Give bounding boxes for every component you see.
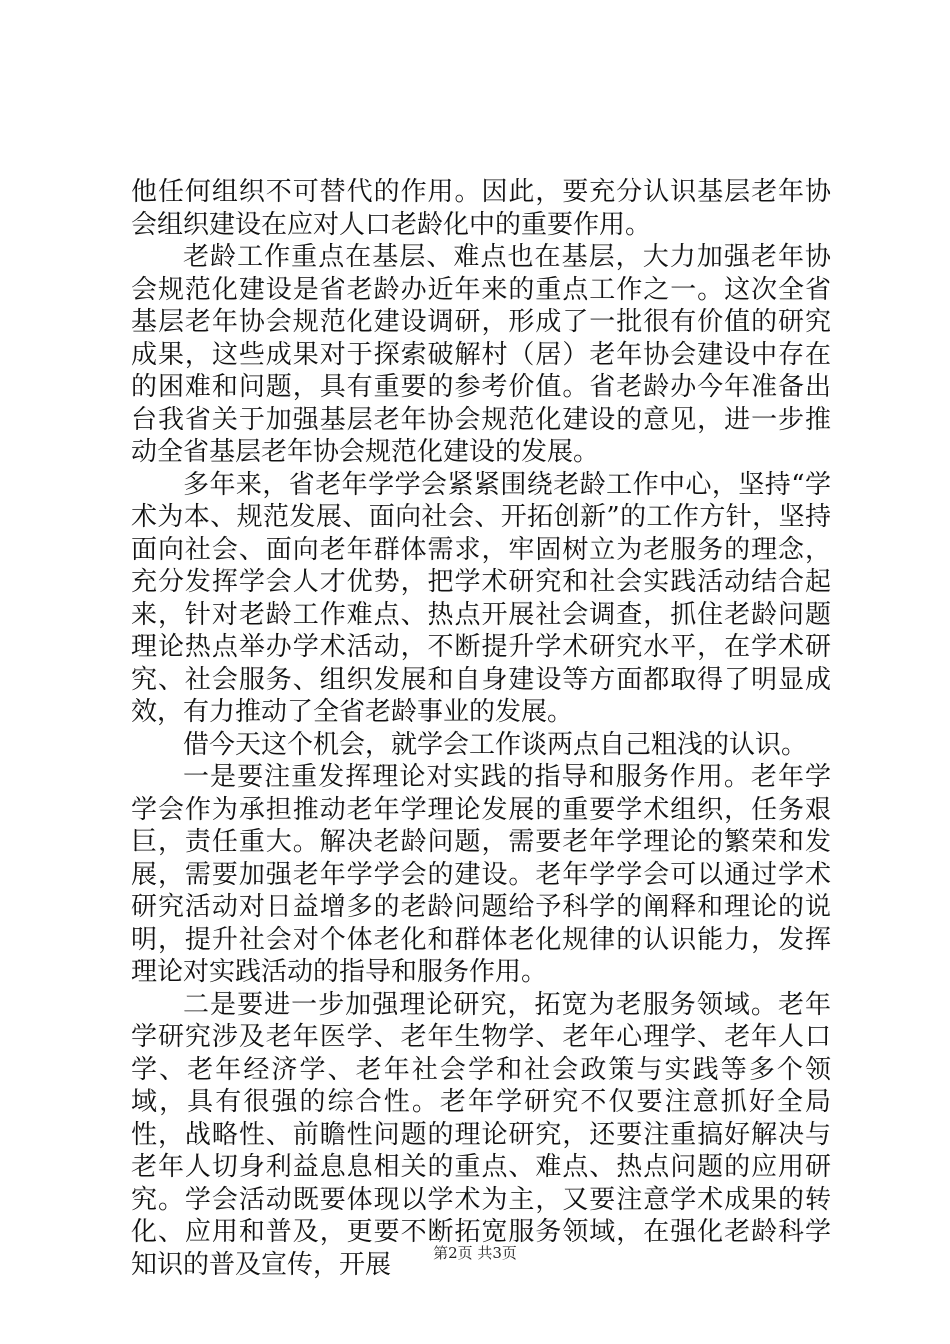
paragraph-1: 他任何组织不可替代的作用。因此，要充分认识基层老年协会组织建设在应对人口老龄化中的重要作用。 (131, 177, 831, 240)
document-body (131, 176, 831, 1281)
paragraph-6: 二是要进一步加强理论研究，拓宽为老服务领域。老年学研究涉及老年医学、老年生物学、老年心理学、老年人口学、老年经济学、老年社会学和社会政策与实践等多个领域，具有很强的综合性。老年学研究不仅要注意抓好全局性，战略性、前瞻性问题的理论研究，还要注重搞好解决与老年人切身利益息息相关的重点、难点、热点问题的应用研究。学会活动既要体现以学术为主，又要注意学术成果的转化、应用和普及，更要不断拓宽服务领域，在强化老龄科学知识的普及宣传，开展 (131, 989, 831, 1280)
paragraph-2: 老龄工作重点在基层、难点也在基层，大力加强老年协会规范化建设是省老龄办近年来的重点工作之一。这次全省基层老年协会规范化建设调研，形成了一批很有价值的研究成果，这些成果对于探索破解村（居）老年协会建设中存在的困难和问题，具有重要的参考价值。省老龄办今年准备出台我省关于加强基层老年协会规范化建设的意见，进一步推动全省基层老年协会规范化建设的发展。 (131, 242, 831, 467)
page-number-total: 共3页 (477, 1244, 517, 1262)
paragraph-4: 借今天这个机会，就学会工作谈两点自己粗浅的认识。 (183, 729, 808, 760)
paragraph-5: 一是要注重发挥理论对实践的指导和服务作用。老年学学会作为承担推动老年学理论发展的重要学术组织，任务艰巨，责任重大。解决老龄问题，需要老年学理论的繁荣和发展，需要加强老年学学会的建设。老年学学会可以通过学术研究活动对日益增多的老龄问题给予科学的阐释和理论的说明，提升社会对个体老化和群体老化规律的认识能力，发挥理论对实践活动的指导和服务作用。 (131, 762, 831, 987)
paragraph-3: 多年来，省老年学学会紧紧围绕老龄工作中心，坚持“学术为本、规范发展、面向社会、开拓创新”的工作方针，坚持面向社会、面向老年群体需求，牢固树立为老服务的理念，充分发挥学会人才优势，把学术研究和社会实践活动结合起来，针对老龄工作难点、热点开展社会调查，抓住老龄问题理论热点举办学术活动，不断提升学术研究水平，在学术研究、社会服务、组织发展和自身建设等方面都取得了明显成效，有力推动了全省老龄事业的发展。 (131, 469, 831, 727)
page-footer (0, 1243, 950, 1263)
page-number-current: 第2页 (433, 1244, 473, 1262)
